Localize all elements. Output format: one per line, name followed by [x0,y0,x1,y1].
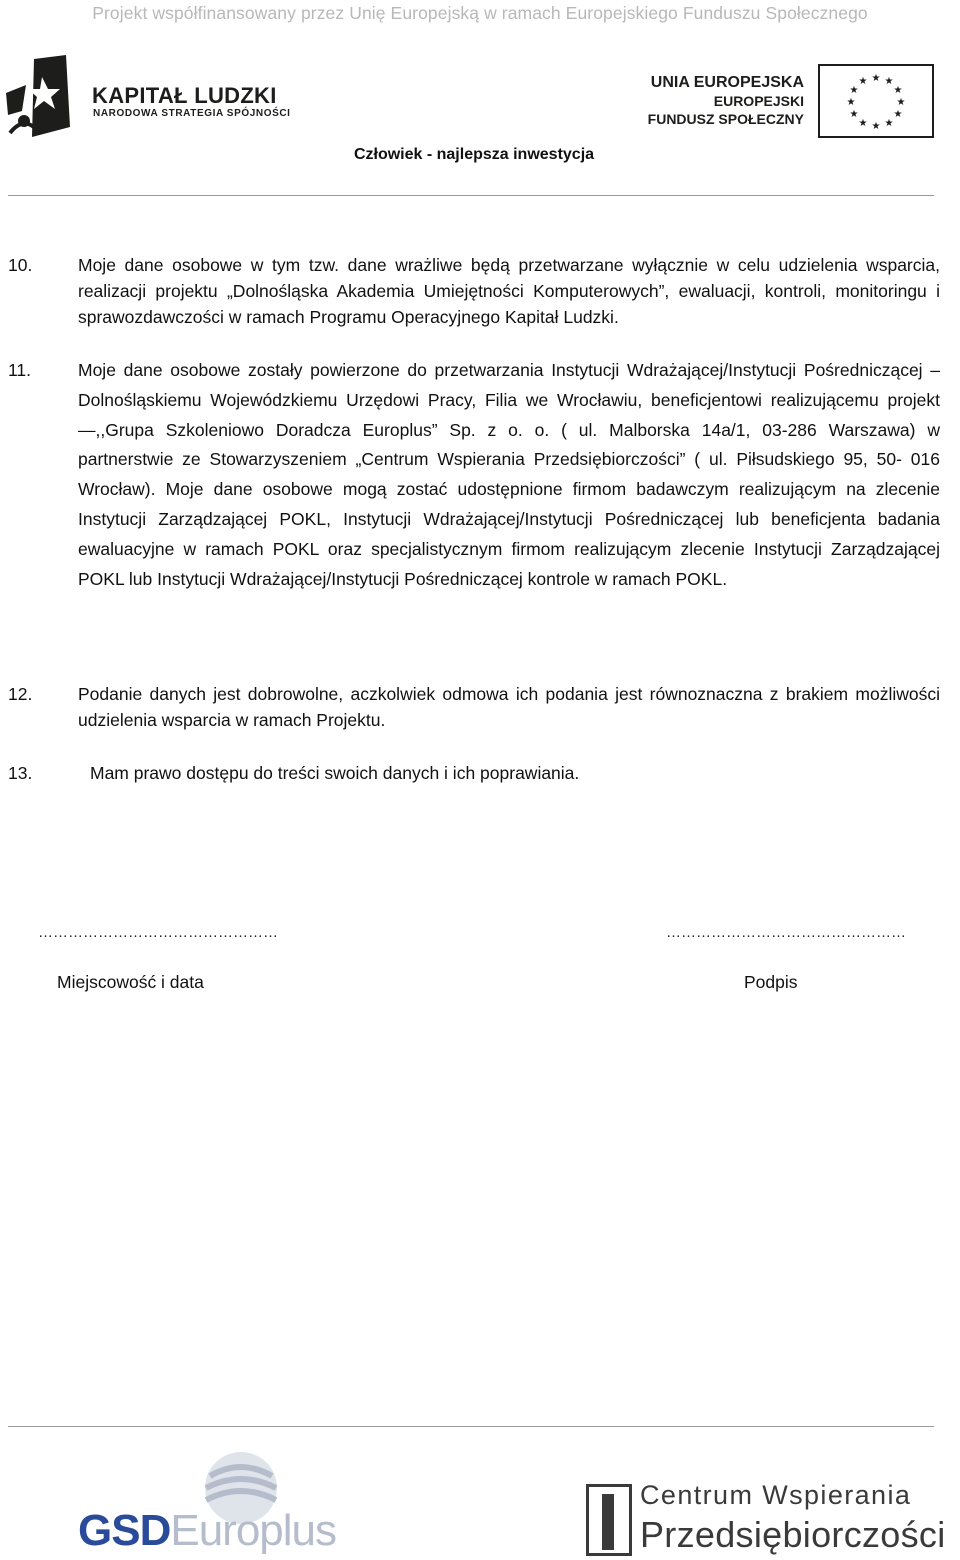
cwp-logo-bar [602,1494,614,1550]
place-date-line: ………………………………………… [38,924,278,941]
clause-text: Podanie danych jest dobrowolne, aczkolwiek odmowa ich podania jest równoznaczna z brakiem możliwości udzielenia wsparcia w ramach Projektu. [78,684,940,730]
clause-13 [8,760,940,786]
slogan: Człowiek - najlepsza inwestycja [353,146,595,163]
clause-12 [8,681,940,733]
gsd-logo-part2: Europlus [170,1506,337,1555]
clause-number: 12. [8,684,33,704]
gsd-europlus-logo [78,1506,336,1556]
svg-text:★: ★ [846,97,856,108]
top-note: Projekt współfinansowany przez Unię Europejską w ramach Europejskiego Funduszu Społecznego [92,3,868,23]
svg-text:★: ★ [884,76,894,87]
clause-10 [8,252,940,330]
eu-logo-text [600,74,804,128]
svg-text:★: ★ [893,85,903,96]
cwp-logo-line2: Przedsiębiorczości [640,1514,946,1555]
clause-11 [8,356,940,594]
place-date-label: Miejscowość i data [57,972,204,992]
eu-line2: EUROPEJSKI [713,93,804,109]
svg-text:★: ★ [849,85,859,96]
footer-divider [8,1426,934,1427]
eu-line3: FUNDUSZ SPOŁECZNY [647,111,804,127]
svg-text:★: ★ [893,109,903,120]
svg-text:★: ★ [871,73,881,84]
clause-text: Moje dane osobowe w tym tzw. dane wrażliwe będą przetwarzane wyłącznie w celu udzielenia wsparcia, realizacji projektu „Dolnośląska Akademia Umiejętności Komputerowych”, ewaluacji, kontroli, monitoringu i sprawozdawczości w ramach Programu Operacyjnego Kapitał Ludzki. [78,255,940,327]
clause-number: 10. [8,255,33,275]
signature-label: Podpis [744,972,798,992]
svg-text:★: ★ [849,109,859,120]
clause-number: 13. [8,763,33,783]
kapital-ludzki-subtitle: NARODOWA STRATEGIA SPÓJNOŚCI [93,108,291,119]
svg-text:★: ★ [858,76,868,87]
svg-text:★: ★ [858,118,868,129]
svg-text:★: ★ [884,118,894,129]
gsd-logo-part1: GSD [78,1506,171,1555]
eu-line1: UNIA EUROPEJSKA [650,74,804,91]
svg-text:★: ★ [896,97,906,108]
eu-flag-icon [818,64,934,138]
clause-text: Moje dane osobowe zostały powierzone do przetwarzania Instytucji Wdrażającej/Instytucji Pośredniczącej – Dolnośląskiemu Wojewódzkiemu Urzędowi Pracy, Filia we Wrocławiu, beneficjentowi realizującemu projekt —,,Grupa Szkoleniowo Doradcza Europlus” Sp. z o. o. ( ul. Malborska 14a/1, 03-286 Warszawa) w partnerstwie ze Stowarzyszeniem „Centrum Wspierania Przedsiębiorczości” ( ul. Piłsudskiego 95, 50- 016 Wrocław). Moje dane osobowe mogą zostać udostępnione firmom badawczym realizującym na zlecenie Instytucji Zarządzającej POKL, Instytucji Wdrażającej/Instytucji Pośredniczącej lub beneficjenta badania ewaluacyjne w ramach POKL oraz specjalistycznym firmom realizującym zlecenie Instytucji Zarządzającej POKL lub Instytucji Wdrażającej/Instytucji Pośredniczącej kontrole w ramach POKL. [78,360,940,589]
cwp-logo-line1: Centrum Wspierania [640,1480,912,1510]
clause-number: 11. [8,360,32,380]
kapital-ludzki-name: KAPITAŁ LUDZKI [92,83,277,108]
clause-text: Mam prawo dostępu do treści swoich danych i ich poprawiania. [90,763,580,783]
svg-text:★: ★ [871,121,881,132]
header-divider [8,195,934,196]
signature-line: ………………………………………… [666,924,906,941]
